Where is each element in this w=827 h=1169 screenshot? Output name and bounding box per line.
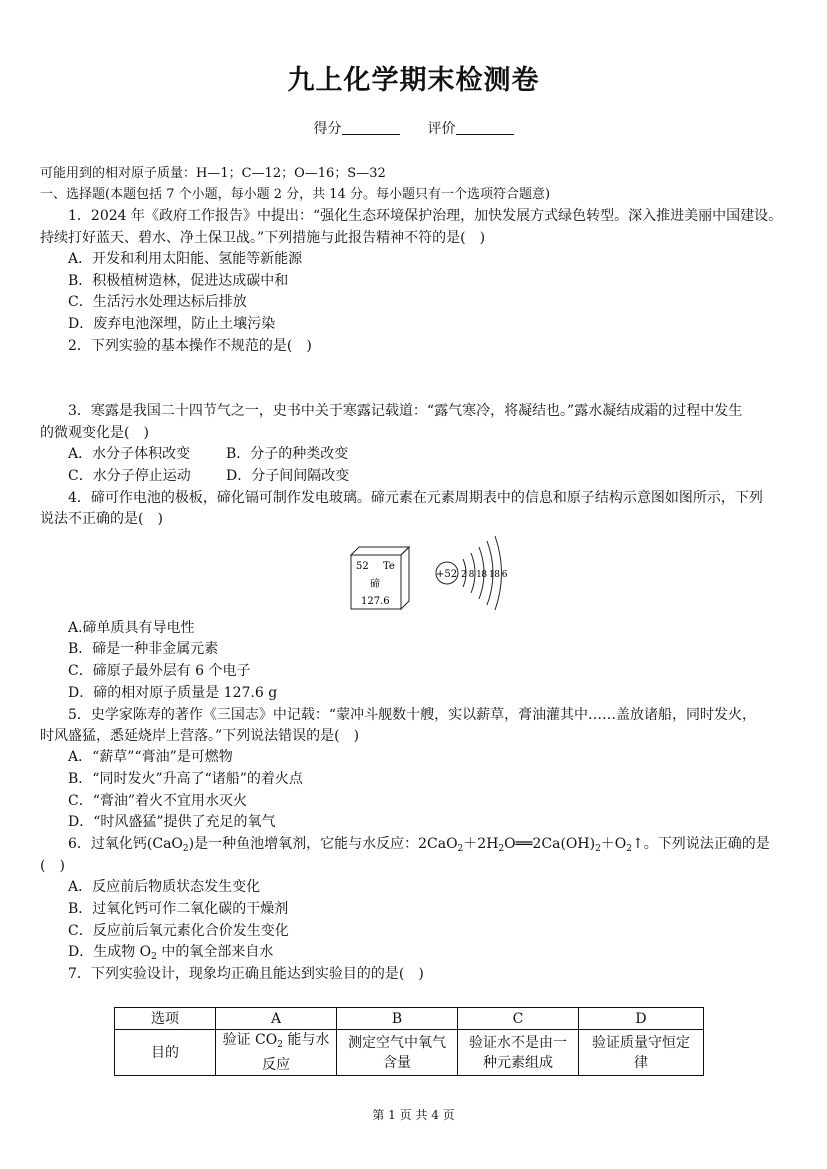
q6-option-b: B．过氧化钙可作二氧化碳的干燥剂 bbox=[68, 901, 289, 917]
q1-option-d: D．废弃电池深埋，防止土壤污染 bbox=[68, 316, 276, 332]
eval-blank bbox=[456, 120, 514, 135]
q1-option-a: A．开发和利用太阳能、氢能等新能源 bbox=[68, 251, 303, 267]
cube-side bbox=[401, 547, 409, 609]
table-cell: 测定空气中氧气 含量 bbox=[337, 1030, 458, 1076]
q3-stem-line1: 3．寒露是我国二十四节气之一，史书中关于寒露记载道：“露气寒冷，将凝结也。”露水凝结成霜的过程中发生 bbox=[68, 403, 743, 419]
q4-option-a: A.碲单质具有导电性 bbox=[68, 620, 195, 636]
score-blank bbox=[342, 120, 400, 135]
q4-option-d: D．碲的相对原子质量是 127.6 g bbox=[68, 685, 278, 701]
q7-stem: 7．下列实验设计，现象均正确且能达到实验目的的是( ) bbox=[68, 966, 424, 982]
q4-option-b: B．碲是一种非金属元素 bbox=[68, 641, 219, 657]
q5-option-b: B．“同时发火”升高了“诸船”的着火点 bbox=[68, 771, 303, 787]
q6-stem-line1: 6．过氧化钙(CaO$_2$)是一种鱼池增氧剂，它能与水反应：$2CaO_2+2H_2O══2Ca(OH)_2+O_2↑$。下列说法正确的是 bbox=[68, 836, 770, 854]
q4-option-c: C．碲原子最外层有 6 个电子 bbox=[68, 663, 251, 679]
q5-stem-line2: 时风盛猛，悉延烧岸上营落。”下列说法错误的是( ) bbox=[40, 728, 360, 744]
table-cell: 目的 bbox=[115, 1030, 216, 1076]
table-header-cell: C bbox=[458, 1008, 579, 1030]
table-header-cell: 选项 bbox=[115, 1008, 216, 1030]
q5-option-d: D．“时风盛猛”提供了充足的氧气 bbox=[68, 814, 276, 830]
q5-option-c: C．“膏油”着火不宜用水灭火 bbox=[68, 793, 248, 809]
q1-stem-line1: 1．2024 年《政府工作报告》中提出：“强化生态环境保护治理，加快发展方式绿色转型。深入推进美丽中国建设。 bbox=[68, 208, 783, 224]
page-title: 九上化学期末检测卷 bbox=[287, 65, 540, 96]
q1-option-b: B．积极植树造林，促进达成碳中和 bbox=[68, 273, 289, 289]
q5-stem-line1: 5．史学家陈寿的著作《三国志》中记载：“蒙冲斗舰数十艘，实以薪草，膏油灌其中……盖放诸船，同时发火， bbox=[68, 707, 757, 723]
q6-option-d: D．生成物 $O_2$ 中的氧全部来自水 bbox=[68, 944, 274, 962]
element-symbol: Te bbox=[383, 561, 395, 572]
q5-option-a: A．“薪草”“膏油”是可燃物 bbox=[68, 749, 233, 765]
table-row bbox=[115, 1030, 704, 1076]
q6-option-a: A．反应前后物质状态发生变化 bbox=[68, 879, 261, 895]
q3-option-d: D．分子间间隔改变 bbox=[226, 468, 350, 484]
q6-stem-line2: ( ) bbox=[40, 858, 65, 874]
atomic-mass: 127.6 bbox=[361, 596, 390, 607]
q4-stem-line2: 说法不正确的是( ) bbox=[40, 511, 163, 527]
section-title: 一、选择题(本题包括 7 个小题，每小题 2 分，共 14 分。每小题只有一个选项符合题意) bbox=[40, 187, 551, 202]
electron-shells: 2 8 18 18 6 bbox=[461, 570, 508, 580]
q1-stem-line2: 持续打好蓝天、碧水、净土保卫战。”下列措施与此报告精神不符的是( ) bbox=[40, 230, 486, 246]
table-header-cell: B bbox=[337, 1008, 458, 1030]
tellurium-figure bbox=[345, 535, 510, 615]
q6-option-c: C．反应前后氧元素化合价发生变化 bbox=[68, 923, 289, 939]
q1-option-c: C．生活污水处理达标后排放 bbox=[68, 294, 247, 310]
table-header-cell: A bbox=[216, 1008, 337, 1030]
q4-stem-line1: 4．碲可作电池的极板，碲化镉可制作发电玻璃。碲元素在元素周期表中的信息和原子结构示意图如图所示，下列 bbox=[68, 490, 763, 506]
cube-top bbox=[351, 547, 409, 555]
table-header-row bbox=[115, 1008, 704, 1030]
q2-stem: 2．下列实验的基本操作不规范的是( ) bbox=[68, 338, 312, 354]
eval-label: 评价 bbox=[427, 121, 456, 137]
q3-option-c: C．水分子停止运动 bbox=[68, 468, 191, 484]
q3-option-b: B．分子的种类改变 bbox=[226, 446, 349, 462]
atomic-number: 52 bbox=[356, 561, 369, 572]
table-cell: 验证 $CO_2$ 能与水 反应 bbox=[216, 1030, 337, 1076]
table-cell: 验证质量守恒定 律 bbox=[579, 1030, 704, 1076]
q7-options-table bbox=[114, 1007, 704, 1076]
q3-option-a: A．水分子体积改变 bbox=[68, 446, 191, 462]
q3-stem-line2: 的微观变化是( ) bbox=[40, 425, 149, 441]
element-name: 碲 bbox=[370, 579, 380, 590]
table-cell: 验证水不是由一 种元素组成 bbox=[458, 1030, 579, 1076]
nucleus-charge: +52 bbox=[436, 569, 458, 580]
atomic-mass-note: 可能用到的相对原子质量：H—1；C—12；O—16；S—32 bbox=[40, 166, 386, 181]
page-footer: 第 1 页 共 4 页 bbox=[372, 1108, 455, 1122]
score-line bbox=[0, 118, 827, 138]
table-header-cell: D bbox=[579, 1008, 704, 1030]
score-label: 得分 bbox=[313, 121, 342, 137]
